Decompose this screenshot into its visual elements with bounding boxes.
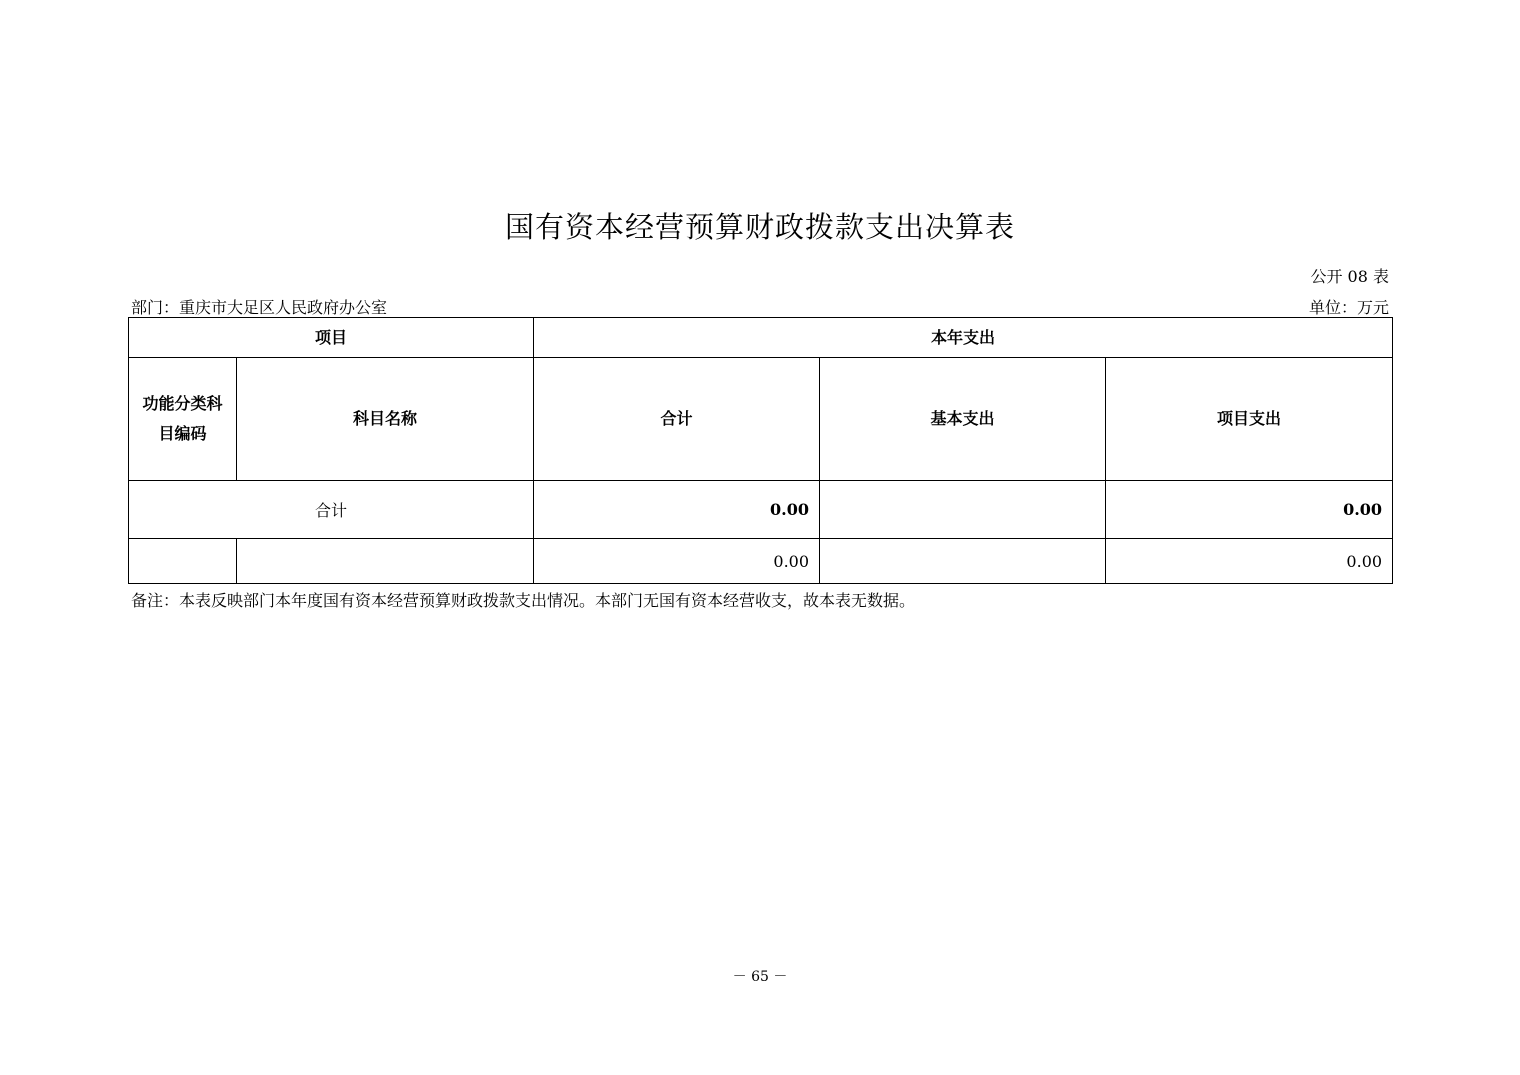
row-total: 0.00 [534,539,820,584]
row-name [237,539,534,584]
total-row-basic [820,481,1106,539]
page-title: 国有资本经营预算财政拨款支出决算表 [504,210,1015,244]
row-code [129,539,237,584]
header-row-1 [129,318,1393,358]
row-project: 0.00 [1106,539,1393,584]
header-row-2 [129,358,1393,481]
header-current-year: 本年支出 [534,318,1393,358]
page-number: － 65 － [732,969,788,985]
row-basic [820,539,1106,584]
department-label: 部门：重庆市大足区人民政府办公室 [131,298,388,317]
total-row-project: 0.00 [1106,481,1393,539]
header-item: 项目 [129,318,534,358]
header-project-expenditure: 项目支出 [1106,358,1393,481]
footnote: 备注：本表反映部门本年度国有资本经营预算财政拨款支出情况。本部门无国有资本经营收支，故本表无数据。 [131,591,916,610]
unit-label: 单位：万元 [1308,298,1389,317]
form-number: 公开 08 表 [1310,267,1389,286]
expenditure-table [128,317,1393,584]
total-row-label: 合计 [129,481,534,539]
header-total: 合计 [534,358,820,481]
total-row-total: 0.00 [534,481,820,539]
header-subject-name: 科目名称 [237,358,534,481]
total-row [129,481,1393,539]
table-row [129,539,1393,584]
header-function-code: 功能分类科目编码 [129,358,237,481]
header-basic-expenditure: 基本支出 [820,358,1106,481]
